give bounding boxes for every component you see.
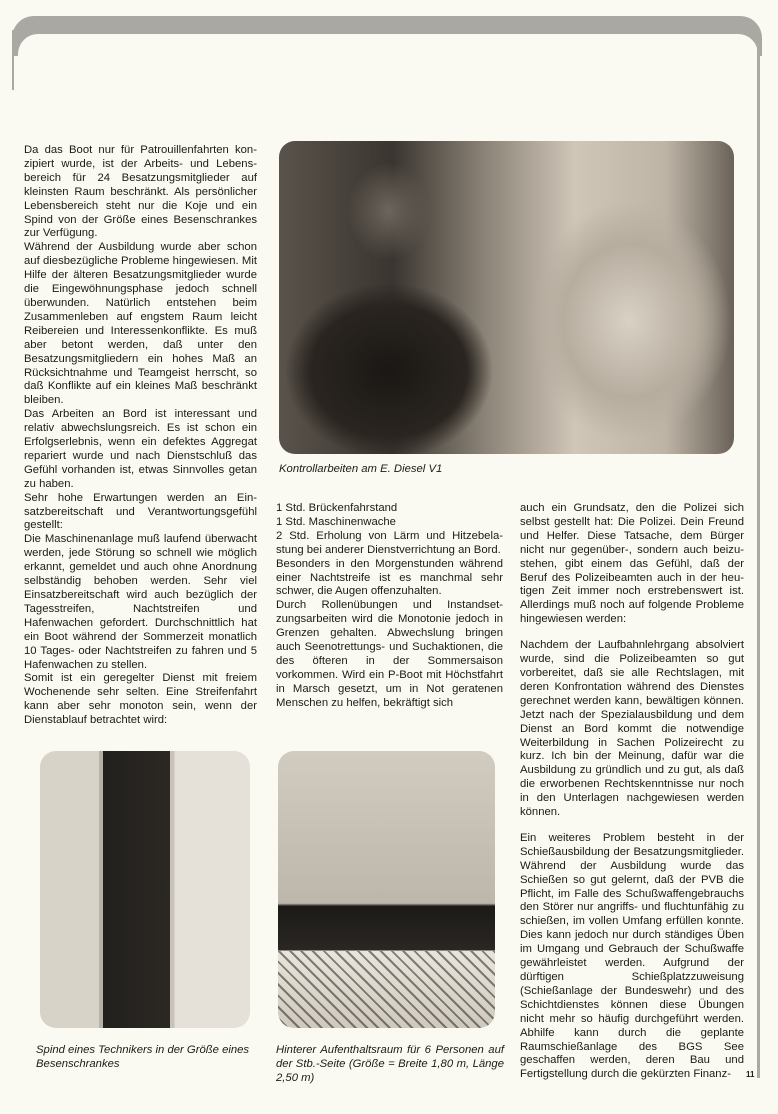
caption-diesel: Kontrollarbeiten am E. Diesel V1	[279, 463, 443, 475]
paragraph: Die Maschinenanlage muß laufend überwacht werden, jede Störung so schnell wie möglich erkannt, gemeldet und auch ohne Anordnung selbständig behoben werden. Sehr viel Einsatzbereitschaft wird auch bezüglich der Tagesstreifen, Nachtstreifen und Hafenwachen gefordert. Durchschnittlich hat ein Boot während der Sommerzeit monatlich 10 Tages- oder Nachtstreifen zu fahren und 5 Hafenwachen zu stellen.	[24, 533, 257, 671]
photo-crew-room	[278, 751, 495, 1028]
page-frame-left-rule	[12, 30, 14, 90]
list-item: 1 Std. Maschinenwache	[276, 515, 396, 528]
text-column-2	[276, 502, 503, 711]
text-column-1	[24, 144, 257, 728]
paragraph: Sehr hohe Erwartungen werden an Einsatzbereitschaft und Verantwortungsgefühl gestellt:	[24, 491, 257, 532]
paragraph: Durch Rollenübungen und Instandsetzungsarbeiten wird die Monotonie jedoch in Grenzen gehalten. Abwechslung bringen auch Seenotrettungs- und Suchaktionen, die des öfteren in der Sommersaison vorkommen. Wird ein P-Boot mit Höchstfahrt in Marsch gesetzt, um in Not geratenen Menschen zu helfen, bekräftigt sich	[276, 599, 503, 709]
paragraph: Während der Ausbildung wurde aber schon auf diesbezügliche Probleme hingewiesen. Mit Hilfe der älteren Besatzungsmitglieder wurde die Eingewöhnungsphase jedoch schnell überwunden. Natürlich entstehen beim Zusammenleben auf engstem Raum leicht Reibereien und Interessenkonflikte. Es muß aber betont werden, daß unter den Besatzungsmitgliedern ein hohes Maß an Rücksichtnahme und Teamgeist herrscht, so daß Konflikte auf ein kleines Maß beschränkt bleiben.	[24, 241, 257, 407]
list-item: 1 Std. Brückenfahrstand	[276, 502, 398, 514]
paragraph: auch ein Grundsatz, den die Polizei sich selbst gestellt hat: Die Polizei. Dein Freund und Helfer. Diese Tatsache, dem Bürger nicht nur gegenüber-, sondern auch beizustehen, gibt einem das Gefühl, daß der Beruf des Polizeibeamten auch in der heutigen Zeit immer noch erstrebenswert ist. Allerdings muß noch auf folgende Probleme hingewiesen werden:	[520, 502, 744, 626]
paragraph: Besonders in den Morgenstunden während einer Nachtstreife ist es manchmal sehr schwer, die Augen offenzuhalten.	[276, 557, 503, 598]
photo-diesel-engine	[279, 141, 734, 454]
paragraph: Das Arbeiten an Bord ist interessant und relativ abwechslungsreich. Es ist schon ein Erfolgserlebnis, wenn ein defektes Aggregat repariert wurde und nach Dienstschluß das Gefühl vorhanden ist, etwas Sinnvolles getan zu haben.	[24, 408, 257, 490]
page-number: 11	[746, 1070, 755, 1079]
caption-locker: Spind eines Technikers in der Größe eines Besenschrankes	[36, 1044, 250, 1070]
paragraph: Somit ist ein geregelter Dienst mit freiem Wochenende sehr selten. Eine Streifenfahrt kann aber sehr monoton sein, wenn der Dienstablauf betrachtet wird:	[24, 672, 257, 727]
paragraph: Ein weiteres Problem besteht in der Schießausbildung der Besatzungsmitglieder. Während der Ausbildung wurde das Schießen so gut gelernt, daß der PVB die Pflicht, im Falle des Schußwaffengebrauchs den Störer nur angriffs- und fluchtunfähig zu schießen, im vollen Umfang erfüllen konnte. Dies kann jedoch nur durch ständiges Üben im Umgang und Gebrauch der Schußwaffe gewährleistet werden. Aufgrund der dürftigen Schießplatzzuweisung (Schießanlage der Bundeswehr) und des Schichtdienstes können diese Übungen nicht mehr so häufig durchgeführt werden. Abhilfe kann durch die geplante Raumschießanlage des BGS See geschaffen werden, deren Bau und Fertigstellung durch die gekürzten Finanz-	[520, 831, 744, 1081]
paragraph: Da das Boot nur für Patrouillenfahrten konzipiert wurde, ist der Arbeits- und Lebensbereich für 24 Besatzungsmitglieder auf kleinsten Raum beschränkt. Als persönlicher Lebensbereich steht nur die Koje und ein Spind von der Größe eines Besenschrankes zur Verfügung.	[24, 144, 257, 240]
caption-crew-room: Hinterer Aufenthaltsraum für 6 Personen auf der Stb.-Seite (Größe = Breite 1,80 m, Länge 2,50 m)	[276, 1044, 504, 1084]
list-item: 2 Std. Erholung von Lärm und Hitzebelastung bei anderer Dienstverrichtung an Bord.	[276, 529, 503, 556]
photo-locker	[40, 751, 250, 1028]
text-column-3	[520, 502, 744, 1082]
page-frame-right-rule	[757, 30, 760, 1078]
paragraph: Nachdem der Laufbahnlehrgang absolviert wurde, sind die Polizeibeamten so gut vorbereitet, daß sie alle Rechtslagen, mit deren Konfrontation während des Dienstes gerechnet werden kann, bewältigen können. Jetzt nach der Spezialausbildung und dem Dienst an Bord kommt die notwendige Weiterbildung in Sachen Polizeirecht zu kurz. Ich bin der Meinung, dafür war die Ausbildung zu gründlich und zu gut, als daß die erworbenen Rechtskenntnisse nur noch in den Unterlagen nachgewiesen werden können.	[520, 639, 744, 819]
